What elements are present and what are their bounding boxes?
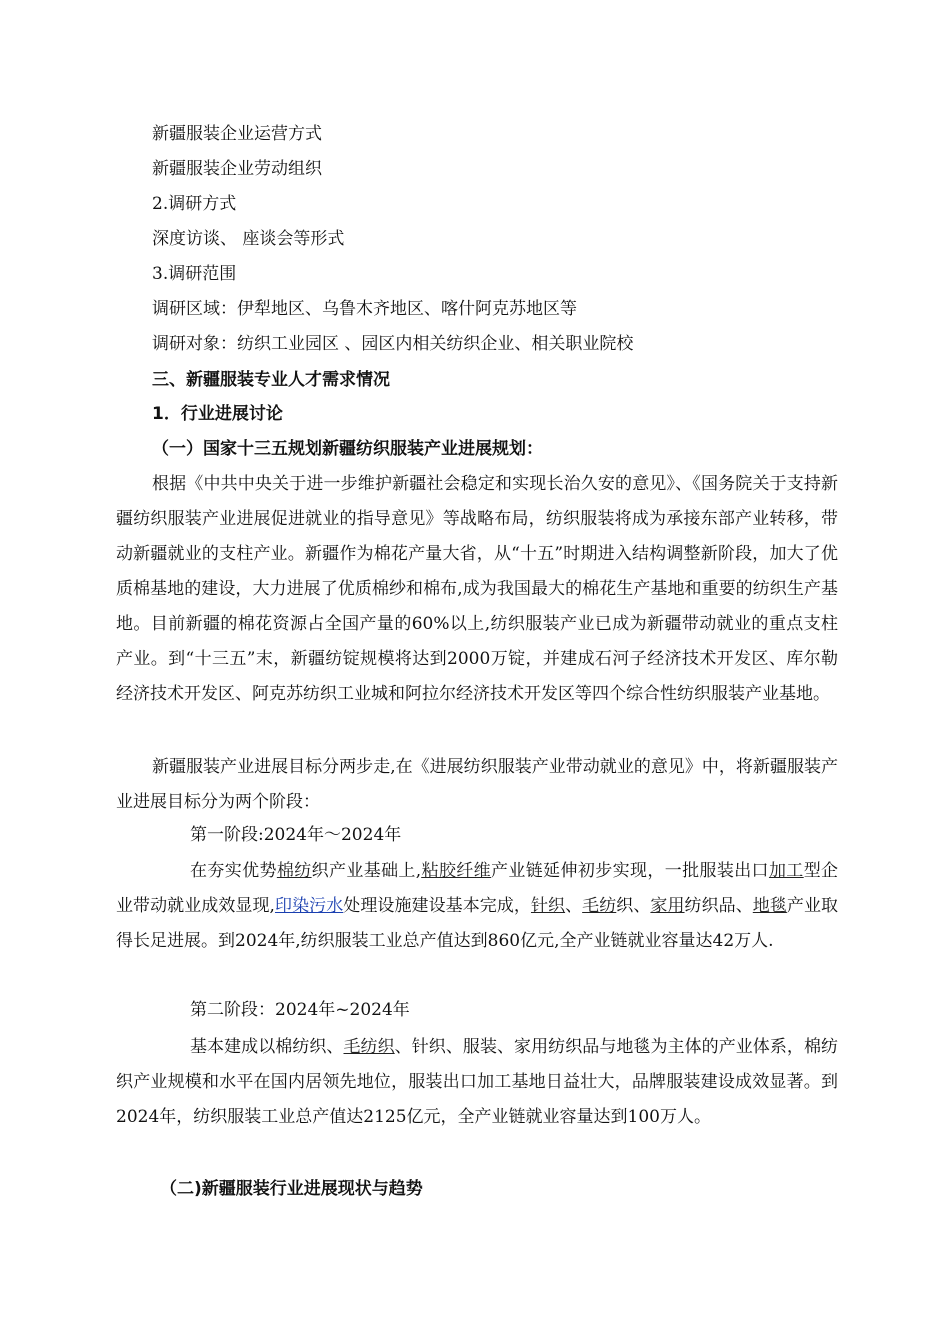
list-line: 调研对象：纺织工业园区 、园区内相关纺织企业、相关职业院校: [152, 334, 634, 354]
text-run: 、针织、服装、家用纺织品与地毯为主体的产业体系，棉纺织产业规模和水平在国内居领先地位，服装出口加工基地日益壮大，品牌服装建设成效显著。到2024年，纺织服装工业总产值达2125亿元，全产业链就业容量达到100万人。: [116, 1037, 839, 1127]
stage-paragraph: [116, 1030, 838, 1135]
list-line: 深度访谈、 座谈会等形式: [152, 229, 345, 249]
text-run: 处理设施建设基本完成，: [343, 896, 531, 916]
subsection-heading: （二)新疆服装行业进展现状与趋势: [160, 1179, 423, 1199]
term-link[interactable]: 毛纺织: [343, 1037, 395, 1057]
term-link[interactable]: 针织: [530, 896, 566, 916]
list-line: 3.调研范围: [152, 264, 237, 284]
text-run: 织产业基础上,: [311, 861, 422, 881]
stage-paragraph: [116, 854, 838, 959]
term-link[interactable]: 地毯: [752, 896, 787, 916]
text-run: 基本建成以棉纺织、: [190, 1037, 344, 1057]
term-link[interactable]: 棉纺: [276, 861, 312, 881]
subsection-heading: 1．行业进展讨论: [152, 404, 283, 424]
body-paragraph: 新疆服装产业进展目标分两步走,在《进展纺织服装产业带动就业的意见》中，将新疆服装产业进展目标分为两个阶段：: [116, 757, 838, 812]
list-line: 新疆服装企业运营方式: [152, 124, 322, 144]
text-run: 在夯实优势: [190, 861, 277, 881]
term-link[interactable]: 粘胶纤维: [421, 861, 492, 881]
list-line: 新疆服装企业劳动组织: [152, 159, 322, 179]
section-heading: 三、新疆服装专业人才需求情况: [152, 370, 390, 390]
text-run: 、: [565, 896, 583, 916]
text-run: 产业链延伸初步实现，一批服装出口: [491, 861, 769, 881]
text-run: 型企业带动就业成效显现,: [116, 861, 839, 916]
subsection-heading: （一）国家十三五规划新疆纺织服装产业进展规划：: [152, 439, 543, 459]
text-run: 织、: [616, 896, 651, 916]
list-line: 2.调研方式: [152, 194, 237, 214]
list-line: 调研区域：伊犁地区、乌鲁木齐地区、喀什阿克苏地区等: [152, 299, 577, 319]
stage-title: 第二阶段：2024年~2024年: [190, 1000, 410, 1020]
term-link[interactable]: 家用: [650, 896, 685, 916]
term-link[interactable]: 加工: [768, 861, 804, 881]
term-link[interactable]: 印染污水: [274, 896, 344, 916]
text-run: 纺织品、: [684, 896, 753, 916]
stage-title: 第一阶段:2024年～2024年: [190, 825, 402, 845]
body-paragraph: 根据《中共中央关于进一步维护新疆社会稳定和实现长治久安的意见》、《国务院关于支持新疆纺织服装产业进展促进就业的指导意见》等战略布局，纺织服装将成为承接东部产业转移，带动新疆就业的支柱产业。新疆作为棉花产量大省，从“十五”时期进入结构调整新阶段，加大了优质棉基地的建设，大力进展了优质棉纱和棉布,成为我国最大的棉花生产基地和重要的纺织生产基地。目前新疆的棉花资源占全国产量的60%以上,纺织服装产业已成为新疆带动就业的重点支柱产业。到“十三五”末，新疆纺锭规模将达到2000万锭，并建成石河子经济技术开发区、库尔勒经济技术开发区、阿克苏纺织工业城和阿拉尔经济技术开发区等四个综合性纺织服装产业基地。: [116, 474, 838, 704]
term-link[interactable]: 毛纺: [582, 896, 617, 916]
text-run: 产业取得长足进展。到2024年,纺织服装工业总产值达到860亿元,全产业链就业容量达42万人.: [116, 896, 839, 951]
